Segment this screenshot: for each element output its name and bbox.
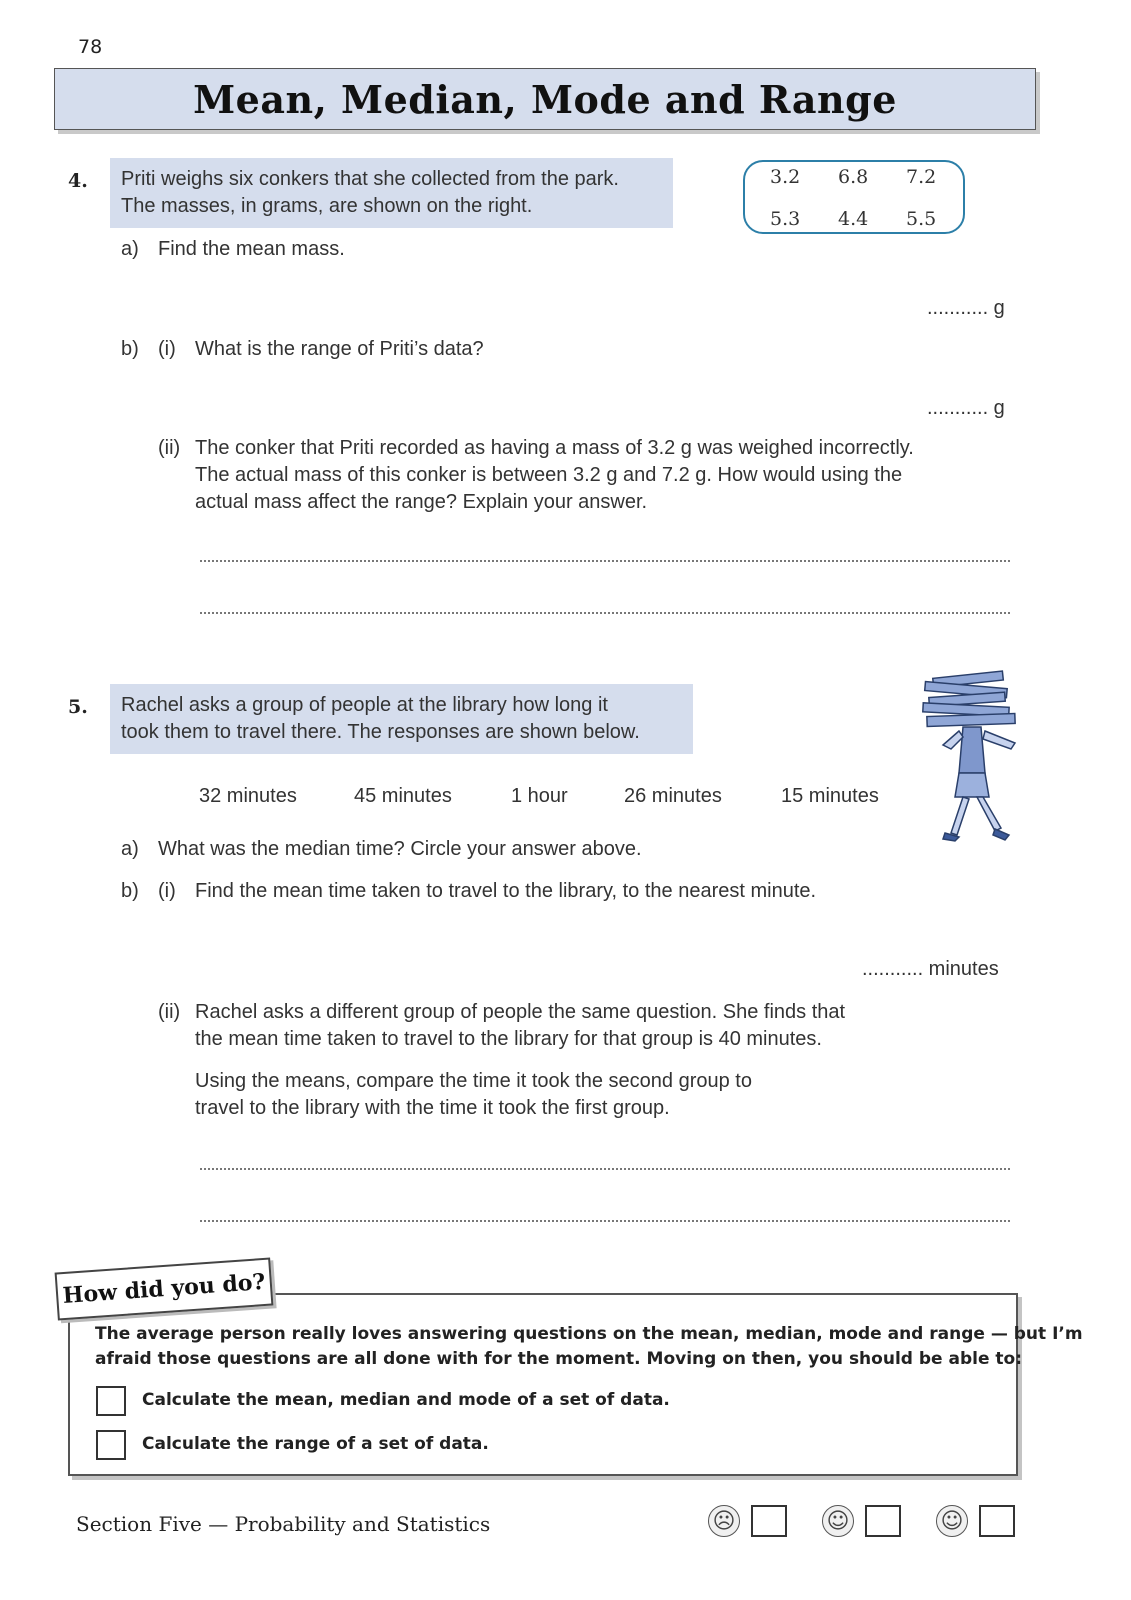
q5-part-bii-text bbox=[195, 999, 845, 1122]
question-5-number: 5. bbox=[68, 696, 88, 718]
question-4-prompt bbox=[110, 158, 673, 228]
q5-answer-bi[interactable]: ........... minutes bbox=[862, 958, 999, 980]
response-item[interactable]: 45 minutes bbox=[354, 785, 452, 807]
mass-value: 5.5 bbox=[906, 208, 937, 230]
checkbox-label: Calculate the mean, median and mode of a set of data. bbox=[142, 1390, 670, 1410]
q5-bii-line-1: Rachel asks a different group of people the same question. She finds that bbox=[195, 1001, 846, 1023]
q4-part-bii-text bbox=[195, 435, 914, 516]
q4-part-bii-label: (ii) bbox=[158, 437, 181, 459]
woman-carrying-books-illustration bbox=[915, 665, 1040, 850]
mass-value: 7.2 bbox=[906, 166, 937, 188]
q5-part-bi-text: Find the mean time taken to travel to the library, to the nearest minute. bbox=[195, 880, 817, 902]
q4-bii-line-2: The actual mass of this conker is between 3.2 g and 7.2 g. How would using the bbox=[195, 464, 903, 486]
q5-answer-line-1[interactable] bbox=[200, 1168, 1010, 1170]
q5-answer-line-2[interactable] bbox=[200, 1220, 1010, 1222]
q4-answer-line-1[interactable] bbox=[200, 560, 1010, 562]
neutral-face-icon: ☺ bbox=[822, 1505, 854, 1537]
page-title: Mean, Median, Mode and Range bbox=[193, 76, 897, 122]
q4-part-a-label: a) bbox=[121, 238, 139, 260]
response-item[interactable]: 32 minutes bbox=[199, 785, 297, 807]
q4-answer-a[interactable]: ........... g bbox=[927, 297, 1005, 319]
q4-bii-line-3: actual mass affect the range? Explain your answer. bbox=[195, 491, 648, 513]
happy-face-icon: ☺ bbox=[936, 1505, 968, 1537]
title-banner bbox=[54, 68, 1036, 130]
question-4-number: 4. bbox=[68, 170, 88, 192]
q4-part-b-label: b) bbox=[121, 338, 139, 360]
q4-answer-bi[interactable]: ........... g bbox=[927, 397, 1005, 419]
how-did-you-do-tag: How did you do? bbox=[55, 1258, 274, 1321]
mass-value: 6.8 bbox=[838, 166, 869, 188]
response-item[interactable]: 15 minutes bbox=[781, 785, 879, 807]
sad-face-icon: ☹ bbox=[708, 1505, 740, 1537]
question-5-prompt-line-1: Rachel asks a group of people at the library how long it bbox=[121, 694, 608, 716]
q5-part-bi-label: (i) bbox=[158, 880, 176, 902]
question-5-prompt bbox=[110, 684, 693, 754]
mass-value: 3.2 bbox=[770, 166, 801, 188]
q4-part-bi-label: (i) bbox=[158, 338, 176, 360]
question-4-prompt-line-2: The masses, in grams, are shown on the right. bbox=[121, 195, 533, 217]
q5-part-a-label: a) bbox=[121, 838, 139, 860]
rating-box-happy[interactable] bbox=[979, 1505, 1015, 1537]
q4-part-bi-text: What is the range of Priti’s data? bbox=[195, 338, 484, 360]
q4-bii-line-1: The conker that Priti recorded as having a mass of 3.2 g was weighed incorrectly. bbox=[195, 437, 914, 459]
rating-box-neutral[interactable] bbox=[865, 1505, 901, 1537]
page-number: 78 bbox=[78, 36, 103, 58]
checkbox-range[interactable] bbox=[96, 1430, 126, 1460]
response-item[interactable]: 26 minutes bbox=[624, 785, 722, 807]
checkbox-label: Calculate the range of a set of data. bbox=[142, 1434, 489, 1454]
intro-line-2: afraid those questions are all done with for the moment. Moving on then, you should be able to: bbox=[95, 1349, 1022, 1369]
question-5-prompt-line-2: took them to travel there. The responses are shown below. bbox=[121, 721, 640, 743]
q4-part-a-text: Find the mean mass. bbox=[158, 238, 345, 260]
mass-value: 4.4 bbox=[838, 208, 869, 230]
how-did-you-do-intro bbox=[95, 1322, 1083, 1372]
q5-bii-line-3: Using the means, compare the time it took the second group to bbox=[195, 1070, 752, 1092]
q5-bii-line-2: the mean time taken to travel to the library for that group is 40 minutes. bbox=[195, 1028, 822, 1050]
mass-value: 5.3 bbox=[770, 208, 801, 230]
rating-box-sad[interactable] bbox=[751, 1505, 787, 1537]
q5-part-bii-label: (ii) bbox=[158, 1001, 181, 1023]
intro-line-1: The average person really loves answering questions on the mean, median, mode and range — but I’m bbox=[95, 1324, 1083, 1344]
q4-answer-line-2[interactable] bbox=[200, 612, 1010, 614]
q5-part-a-text: What was the median time? Circle your answer above. bbox=[158, 838, 642, 860]
checkbox-mean-median-mode[interactable] bbox=[96, 1386, 126, 1416]
response-item[interactable]: 1 hour bbox=[511, 785, 568, 807]
question-4-prompt-line-1: Priti weighs six conkers that she collected from the park. bbox=[121, 168, 619, 190]
section-footer: Section Five — Probability and Statistics bbox=[76, 1512, 491, 1536]
q5-part-b-label: b) bbox=[121, 880, 139, 902]
q5-bii-line-4: travel to the library with the time it took the first group. bbox=[195, 1097, 670, 1119]
